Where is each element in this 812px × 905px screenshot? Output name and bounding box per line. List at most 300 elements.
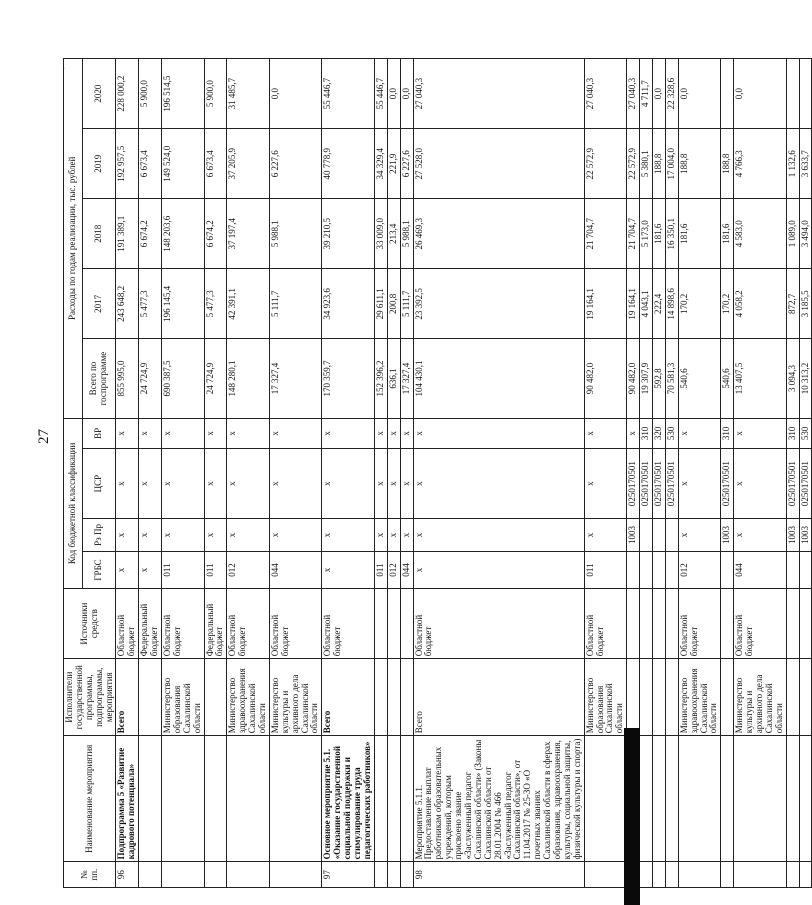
row-executor — [799, 659, 812, 736]
row-source: Областной бюджет — [322, 589, 374, 659]
row-num — [227, 862, 270, 888]
row-rzpr: х — [116, 519, 139, 552]
budget-table — [63, 58, 812, 888]
row-2017: 5 111,7 — [400, 269, 413, 339]
row-executor: Министерство культуры и архивного дела Сахалинской области — [269, 659, 321, 736]
row-csr: 0250170501 — [721, 449, 734, 519]
row-grbs: 011 — [374, 551, 387, 588]
row-2017: 4 043,1 — [640, 269, 653, 339]
row-total: 17 327,4 — [269, 339, 321, 418]
row-rzpr — [652, 519, 665, 552]
row-csr: х — [387, 449, 400, 519]
row-total: 13 407,5 — [734, 339, 786, 418]
row-num — [678, 862, 721, 888]
row-2020: 0,0 — [269, 59, 321, 129]
row-2020 — [786, 59, 799, 129]
row-2019: 188,8 — [652, 129, 665, 199]
row-2020: 5 900,0 — [204, 59, 227, 129]
row-2019: 27 528,0 — [413, 129, 584, 199]
row-2017: 222,4 — [652, 269, 665, 339]
row-total: 24 724,9 — [139, 339, 162, 418]
table-row — [204, 59, 227, 888]
row-csr: х — [413, 449, 584, 519]
row-csr: 0250170501 — [786, 449, 799, 519]
table-row — [162, 59, 205, 888]
row-num — [721, 862, 734, 888]
row-2020: 22 328,6 — [665, 59, 678, 129]
row-2018: 21 704,7 — [627, 199, 640, 269]
header-total: Всего по госпрограмме — [82, 339, 116, 418]
row-2020: 27 040,3 — [413, 59, 584, 129]
row-rzpr: х — [139, 519, 162, 552]
row-vr: х — [584, 418, 627, 448]
row-source: Областной бюджет — [413, 589, 584, 659]
row-csr: х — [584, 449, 627, 519]
table-row — [139, 59, 162, 888]
row-executor: Всего — [322, 659, 374, 736]
row-source: Областной бюджет — [678, 589, 721, 659]
row-num: 96 — [116, 862, 139, 888]
row-executor — [786, 659, 799, 736]
row-rzpr: х — [387, 519, 400, 552]
row-grbs: 011 — [162, 551, 205, 588]
header-executor: Исполнители государственной программы, подпрограммы, мероприятия — [64, 659, 116, 736]
row-total: 592,8 — [652, 339, 665, 418]
row-vr: х — [413, 418, 584, 448]
row-rzpr — [665, 519, 678, 552]
row-grbs: 044 — [400, 551, 413, 588]
row-2017: 200,8 — [387, 269, 400, 339]
row-2020: 27 040,3 — [584, 59, 627, 129]
row-source — [387, 589, 400, 659]
row-vr: 320 — [652, 418, 665, 448]
row-grbs: х — [413, 551, 584, 588]
row-2019: 6 673,4 — [204, 129, 227, 199]
row-2018: 181,6 — [652, 199, 665, 269]
row-2017: 14 898,6 — [665, 269, 678, 339]
row-2017: 5 477,3 — [204, 269, 227, 339]
row-vr: 530 — [799, 418, 812, 448]
row-2018: 21 704,7 — [584, 199, 627, 269]
row-name — [387, 736, 400, 862]
row-name — [721, 736, 734, 862]
row-rzpr: х — [374, 519, 387, 552]
row-grbs: 011 — [204, 551, 227, 588]
row-num — [374, 862, 387, 888]
row-2020: 4 711,7 — [640, 59, 653, 129]
row-name — [227, 736, 270, 862]
row-2018: 39 210,5 — [322, 199, 374, 269]
row-total: 152 396,2 — [374, 339, 387, 418]
row-num — [786, 862, 799, 888]
row-rzpr: х — [413, 519, 584, 552]
row-executor — [665, 659, 678, 736]
row-grbs — [665, 551, 678, 588]
row-rzpr: 1003 — [799, 519, 812, 552]
row-grbs — [627, 551, 640, 588]
row-2019: 192 957,5 — [116, 129, 139, 199]
row-rzpr: 1003 — [721, 519, 734, 552]
row-total: 19 307,9 — [640, 339, 653, 418]
row-csr: х — [139, 449, 162, 519]
row-csr: х — [116, 449, 139, 519]
row-source: Федеральный бюджет — [139, 589, 162, 659]
row-name — [584, 736, 627, 862]
row-2017: 196 145,4 — [162, 269, 205, 339]
row-2020: 5 900,0 — [139, 59, 162, 129]
row-num — [139, 862, 162, 888]
row-2017: 3 185,5 — [799, 269, 812, 339]
table-row — [400, 59, 413, 888]
row-executor — [640, 659, 653, 736]
row-name — [162, 736, 205, 862]
row-num — [665, 862, 678, 888]
row-total: 690 387,5 — [162, 339, 205, 418]
row-2018: 5 988,1 — [400, 199, 413, 269]
row-rzpr: х — [227, 519, 270, 552]
row-2017: 29 611,1 — [374, 269, 387, 339]
table-row — [721, 59, 734, 888]
row-2018: 3 494,0 — [799, 199, 812, 269]
row-num — [652, 862, 665, 888]
row-vr: х — [400, 418, 413, 448]
row-executor — [721, 659, 734, 736]
row-name — [665, 736, 678, 862]
row-vr: х — [678, 418, 721, 448]
row-num: 97 — [322, 862, 374, 888]
row-name — [374, 736, 387, 862]
row-csr: х — [374, 449, 387, 519]
row-grbs: 012 — [678, 551, 721, 588]
row-source — [627, 589, 640, 659]
row-name — [204, 736, 227, 862]
row-2017: 4 058,2 — [734, 269, 786, 339]
row-2020: 228 000,2 — [116, 59, 139, 129]
row-2019: 221,9 — [387, 129, 400, 199]
row-2017: 170,2 — [678, 269, 721, 339]
row-2017: 19 164,1 — [627, 269, 640, 339]
row-csr: х — [227, 449, 270, 519]
table-row — [678, 59, 721, 888]
row-2019: 1 132,6 — [786, 129, 799, 199]
row-2020: 31 485,7 — [227, 59, 270, 129]
table-row — [269, 59, 321, 888]
row-csr: х — [734, 449, 786, 519]
row-vr: х — [116, 418, 139, 448]
table-body — [116, 59, 812, 888]
row-grbs: 012 — [387, 551, 400, 588]
row-grbs: х — [116, 551, 139, 588]
row-grbs — [786, 551, 799, 588]
row-2019: 5 380,1 — [640, 129, 653, 199]
row-executor — [400, 659, 413, 736]
row-num — [640, 862, 653, 888]
row-2019: 37 205,9 — [227, 129, 270, 199]
row-name — [786, 736, 799, 862]
row-vr: 310 — [721, 418, 734, 448]
row-num — [734, 862, 786, 888]
row-2017: 23 392,5 — [413, 269, 584, 339]
row-csr: х — [678, 449, 721, 519]
row-2017: 170,2 — [721, 269, 734, 339]
row-source: Областной бюджет — [584, 589, 627, 659]
row-num — [269, 862, 321, 888]
row-rzpr: х — [269, 519, 321, 552]
header-year-2019: 2019 — [82, 129, 116, 199]
row-executor — [627, 659, 640, 736]
row-source: Областной бюджет — [734, 589, 786, 659]
row-2018: 26 469,3 — [413, 199, 584, 269]
row-2018: 148 203,6 — [162, 199, 205, 269]
row-vr: х — [627, 418, 640, 448]
row-source — [400, 589, 413, 659]
row-grbs — [799, 551, 812, 588]
row-grbs: х — [322, 551, 374, 588]
row-2018: 5 173,0 — [640, 199, 653, 269]
row-2020 — [799, 59, 812, 129]
row-vr: 310 — [786, 418, 799, 448]
row-2019: 6 673,4 — [139, 129, 162, 199]
row-source — [799, 589, 812, 659]
row-2018: 181,6 — [678, 199, 721, 269]
scan-edge-bar — [624, 728, 640, 905]
row-2018: 6 674,2 — [204, 199, 227, 269]
row-vr: х — [387, 418, 400, 448]
row-rzpr: х — [204, 519, 227, 552]
row-csr: х — [322, 449, 374, 519]
header-code-group: Код бюджетной классификации — [64, 418, 83, 588]
row-total: 10 313,2 — [799, 339, 812, 418]
row-name — [734, 736, 786, 862]
row-num — [584, 862, 627, 888]
row-2019: 17 004,0 — [665, 129, 678, 199]
row-name: Подпрограмма 5 «Развитие кадрового потенциала» — [116, 736, 139, 862]
row-rzpr: х — [584, 519, 627, 552]
row-csr: х — [204, 449, 227, 519]
row-vr: х — [374, 418, 387, 448]
row-2019: 3 633,7 — [799, 129, 812, 199]
row-2019: 6 227,6 — [269, 129, 321, 199]
row-total: 70 581,3 — [665, 339, 678, 418]
header-csr: ЦСР — [82, 449, 116, 519]
row-csr: 0250170501 — [652, 449, 665, 519]
row-total: 540,6 — [678, 339, 721, 418]
row-num — [204, 862, 227, 888]
row-rzpr: х — [322, 519, 374, 552]
row-executor: Министерство образования Сахалинской области — [162, 659, 205, 736]
row-executor: Министерство образования Сахалинской области — [584, 659, 627, 736]
row-source — [721, 589, 734, 659]
table-row — [734, 59, 786, 888]
row-total: 90 482,0 — [584, 339, 627, 418]
row-name — [652, 736, 665, 862]
row-2018: 4 583,0 — [734, 199, 786, 269]
row-2020: 0,0 — [652, 59, 665, 129]
row-name — [640, 736, 653, 862]
table-row — [584, 59, 627, 888]
row-2019: 149 524,0 — [162, 129, 205, 199]
header-name: Наименование мероприятия — [64, 736, 116, 862]
row-csr: х — [400, 449, 413, 519]
table-row — [227, 59, 270, 888]
row-executor — [204, 659, 227, 736]
row-2017: 5 477,3 — [139, 269, 162, 339]
row-executor — [387, 659, 400, 736]
table-row — [374, 59, 387, 888]
table-row — [652, 59, 665, 888]
header-years-group: Расходы по годам реализации, тыс. рублей — [64, 59, 83, 419]
row-2020: 0,0 — [734, 59, 786, 129]
page-number: 27 — [36, 429, 52, 444]
row-vr: х — [734, 418, 786, 448]
header-year-2020: 2020 — [82, 59, 116, 129]
row-source — [652, 589, 665, 659]
row-total: 148 280,1 — [227, 339, 270, 418]
row-name — [799, 736, 812, 862]
row-grbs: 012 — [227, 551, 270, 588]
row-2017: 5 111,7 — [269, 269, 321, 339]
row-csr: х — [269, 449, 321, 519]
row-vr: х — [269, 418, 321, 448]
row-2017: 42 391,1 — [227, 269, 270, 339]
row-rzpr: х — [400, 519, 413, 552]
row-grbs — [640, 551, 653, 588]
row-total: 855 995,0 — [116, 339, 139, 418]
row-2019: 22 572,9 — [627, 129, 640, 199]
row-2020: 55 446,7 — [374, 59, 387, 129]
row-2019: 6 227,6 — [400, 129, 413, 199]
row-csr: 0250170501 — [665, 449, 678, 519]
row-executor: Всего — [116, 659, 139, 736]
row-total: 17 327,4 — [400, 339, 413, 418]
header-rzpr: Рз Пр — [82, 519, 116, 552]
table-row — [116, 59, 139, 888]
row-2018: 181,6 — [721, 199, 734, 269]
row-2018: 5 988,1 — [269, 199, 321, 269]
row-rzpr — [640, 519, 653, 552]
row-2020: 0,0 — [678, 59, 721, 129]
row-2018: 213,4 — [387, 199, 400, 269]
row-executor: Министерство здравоохранения Сахалинской области — [678, 659, 721, 736]
stray-mark: · — [62, 64, 66, 75]
row-2018: 191 389,1 — [116, 199, 139, 269]
row-2019: 188,8 — [678, 129, 721, 199]
header-vr: ВР — [82, 418, 116, 448]
row-vr: х — [227, 418, 270, 448]
row-csr: х — [162, 449, 205, 519]
row-2019: 188,8 — [721, 129, 734, 199]
row-csr: 0250170501 — [627, 449, 640, 519]
row-num — [400, 862, 413, 888]
row-2018: 6 674,2 — [139, 199, 162, 269]
row-2019: 34 329,4 — [374, 129, 387, 199]
row-name: Мероприятие 5.1.1. Предоставление выплат работникам образовательных учреждений, которым присвоено звание «Заслуженный педагог Сахалинской области» (Законы Сахалинской области от 28.01.2004 № 466 «Заслуженный педагог Сахалинской области», от 11.04.2017 № 25-ЗО «О почетных званиях Сахалинской области в сферах образования, здравоохранения, культуры, социальной защиты, физической культуры и спорта) — [413, 736, 584, 862]
row-2018: 1 089,0 — [786, 199, 799, 269]
row-2020: 0,0 — [400, 59, 413, 129]
row-vr: х — [139, 418, 162, 448]
row-source — [665, 589, 678, 659]
table-row — [322, 59, 374, 888]
row-source: Областной бюджет — [227, 589, 270, 659]
row-grbs: х — [139, 551, 162, 588]
row-source — [640, 589, 653, 659]
row-2017: 872,7 — [786, 269, 799, 339]
row-executor: Всего — [413, 659, 584, 736]
row-2017: 243 648,2 — [116, 269, 139, 339]
header-grbs: ГРБС — [82, 551, 116, 588]
row-total: 3 094,3 — [786, 339, 799, 418]
row-grbs — [652, 551, 665, 588]
row-name — [678, 736, 721, 862]
row-source: Областной бюджет — [162, 589, 205, 659]
row-2018: 33 009,0 — [374, 199, 387, 269]
row-grbs: 044 — [734, 551, 786, 588]
header-year-2018: 2018 — [82, 199, 116, 269]
row-total: 104 430,1 — [413, 339, 584, 418]
header-year-2017: 2017 — [82, 269, 116, 339]
row-num: 98 — [413, 862, 584, 888]
header-source: Источники средств — [64, 589, 116, 659]
row-name — [400, 736, 413, 862]
row-2017: 19 164,1 — [584, 269, 627, 339]
row-2020: 27 040,3 — [627, 59, 640, 129]
row-2020: 196 514,5 — [162, 59, 205, 129]
row-num — [799, 862, 812, 888]
row-2019: 22 572,9 — [584, 129, 627, 199]
row-2018: 37 197,4 — [227, 199, 270, 269]
budget-table-container — [63, 58, 810, 888]
row-num — [387, 862, 400, 888]
row-rzpr: 1003 — [786, 519, 799, 552]
row-rzpr: 1003 — [627, 519, 640, 552]
row-vr: х — [204, 418, 227, 448]
row-vr: х — [322, 418, 374, 448]
row-source: Федеральный бюджет — [204, 589, 227, 659]
row-name — [139, 736, 162, 862]
row-2020: 55 446,7 — [322, 59, 374, 129]
row-2019: 4 766,3 — [734, 129, 786, 199]
row-source — [374, 589, 387, 659]
row-grbs — [721, 551, 734, 588]
row-name: Основное мероприятие 5.1. «Оказание государственной социальной поддержки и стимулирование труда педагогических работников» — [322, 736, 374, 862]
row-executor — [652, 659, 665, 736]
row-vr: 530 — [665, 418, 678, 448]
row-name — [269, 736, 321, 862]
row-2020: 0,0 — [387, 59, 400, 129]
row-total: 540,6 — [721, 339, 734, 418]
table-row — [799, 59, 812, 888]
row-total: 170 359,7 — [322, 339, 374, 418]
row-2020 — [721, 59, 734, 129]
row-2018: 16 350,1 — [665, 199, 678, 269]
table-row — [640, 59, 653, 888]
table-row — [665, 59, 678, 888]
row-csr: 0250170501 — [799, 449, 812, 519]
row-vr: х — [162, 418, 205, 448]
row-2019: 40 778,9 — [322, 129, 374, 199]
row-grbs: 011 — [584, 551, 627, 588]
row-2017: 34 923,6 — [322, 269, 374, 339]
table-row — [387, 59, 400, 888]
row-source: Областной бюджет — [269, 589, 321, 659]
table-row — [413, 59, 584, 888]
row-source: Областной бюджет — [116, 589, 139, 659]
row-rzpr: х — [162, 519, 205, 552]
row-executor — [139, 659, 162, 736]
row-csr: 0250170501 — [640, 449, 653, 519]
table-row — [786, 59, 799, 888]
row-vr: 310 — [640, 418, 653, 448]
